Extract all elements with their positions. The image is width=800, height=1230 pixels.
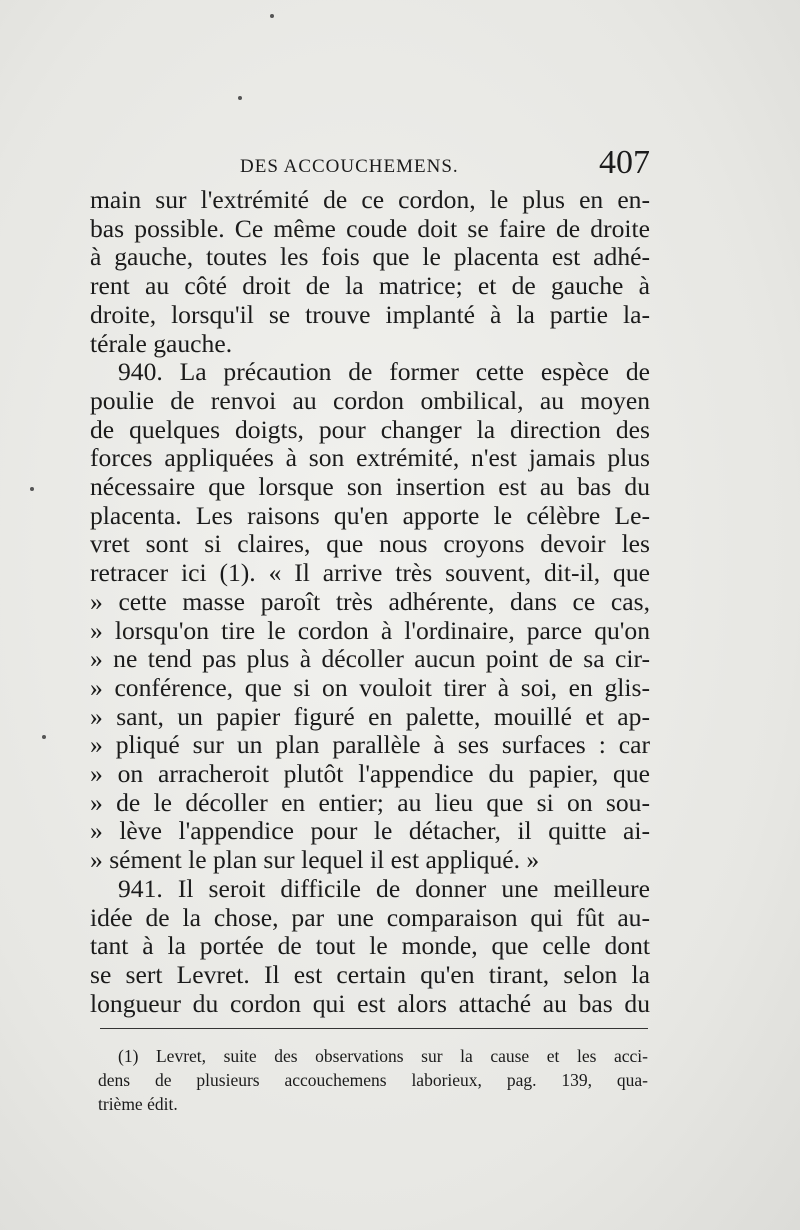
quote-line: » sément le plan sur lequel il est appliqué. » [90,845,540,875]
text-line: bas possible. Ce même coude doit se faire de droite [90,213,650,243]
quote-line: » de le décoller en entier; au lieu que si on sou- [90,787,650,817]
paragraph-940-start: 940. La précaution de former cette espèce de [118,357,650,387]
footnote-divider [100,1028,648,1029]
text-line: se sert Levret. Il est certain qu'en tirant, selon la [90,959,650,989]
quote-line: » conférence, que si on vouloit tirer à soi, en glis- [90,672,650,702]
text-line: vret sont si claires, que nous croyons devoir les [90,529,650,559]
text-line: droite, lorsqu'il se trouve implanté à la partie la- [90,299,650,329]
text-line: placenta. Les raisons qu'en apporte le célèbre Le- [90,500,650,530]
footnote-line: dens de plusieurs accouchemens laborieux, pag. 139, qua- [98,1070,648,1090]
ink-speck [270,14,274,18]
text-line: tant à la portée de tout le monde, que celle dont [90,931,650,961]
quote-line: » on arracheroit plutôt l'appendice du papier, que [90,759,650,789]
text-line: main sur l'extrémité de ce cordon, le plus en en- [90,185,650,214]
body-text [90,186,650,1018]
paragraph-941-start: 941. Il seroit difficile de donner une meilleure [118,873,650,903]
text-line: forces appliquées à son extrémité, n'est jamais plus [90,443,650,473]
footnote-line: trième édit. [98,1094,178,1114]
text-line: rent au côté droit de la matrice; et de gauche à [90,271,650,301]
quote-line: » pliqué sur un plan parallèle à ses surfaces : car [90,730,650,760]
footnotes [98,1044,648,1116]
footnote-line: (1) Levret, suite des observations sur la cause et les acci- [118,1046,648,1066]
page-number: 407 [599,144,650,181]
quote-line: » cette masse paroît très adhérente, dans ce cas, [90,586,650,616]
ink-speck [238,96,242,100]
text-line: nécessaire que lorsque son insertion est au bas du [90,472,650,502]
ink-speck [42,735,46,739]
text-line: de quelques doigts, pour changer la direction des [90,414,650,444]
text-line: idée de la chose, par une comparaison qui fût au- [90,902,650,932]
text-line: longueur du cordon qui est alors attaché au bas du [90,988,650,1018]
quote-line: » ne tend pas plus à décoller aucun point de sa cir- [90,644,650,674]
running-head: DES ACCOUCHEMENS. [240,156,459,177]
page-header [90,144,650,186]
text-line: à gauche, toutes les fois que le placenta est adhé- [90,242,650,272]
quote-line: » lève l'appendice pour le détacher, il quitte ai- [90,816,650,846]
text-line: térale gauche. [90,328,233,358]
quote-line: » sant, un papier figuré en palette, mouillé et ap- [90,701,650,731]
quote-line: » lorsqu'on tire le cordon à l'ordinaire, parce qu'on [90,615,650,645]
text-line: retracer ici (1). « Il arrive très souvent, dit-il, que [90,558,650,588]
ink-speck [30,487,34,491]
text-line: poulie de renvoi au cordon ombilical, au moyen [90,385,650,415]
